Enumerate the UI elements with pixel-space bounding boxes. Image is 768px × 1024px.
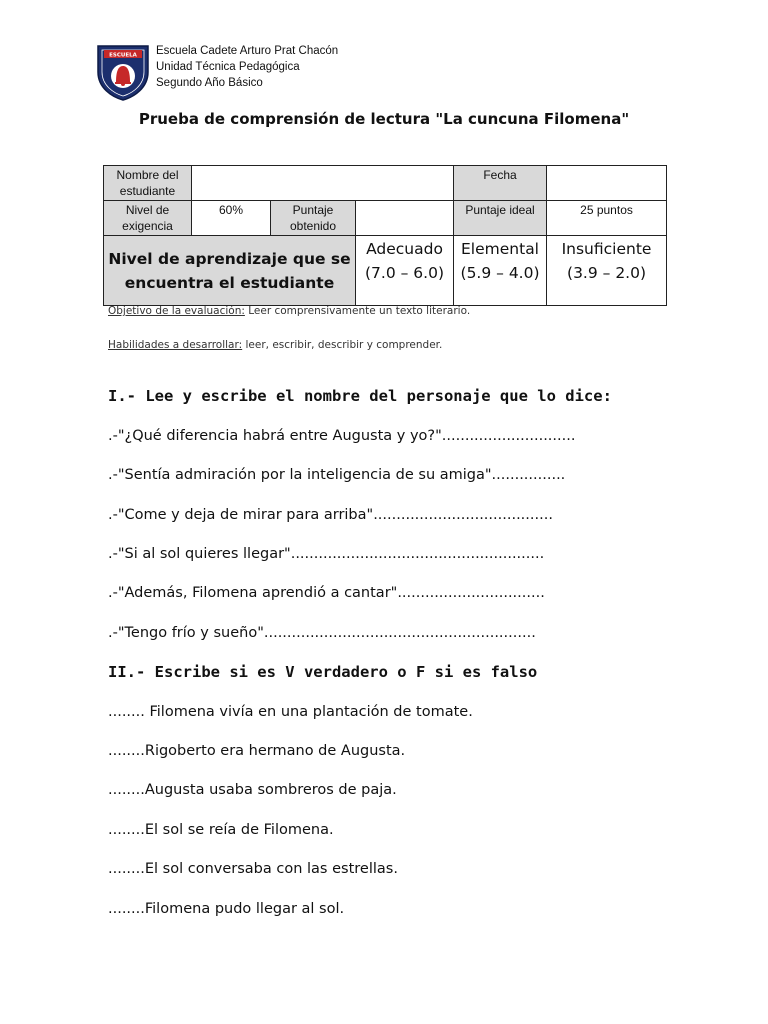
svg-text:ESCUELA: ESCUELA	[109, 52, 137, 59]
score-obtained-field[interactable]	[356, 201, 454, 236]
requirement-label: Nivel de exigencia	[104, 201, 192, 236]
skills-line	[108, 339, 442, 351]
true-false-item: ........El sol conversaba con las estrellas.	[108, 861, 398, 877]
section-2-title: II.- Escribe si es V verdadero o F si es falso	[108, 663, 538, 681]
skills-label: Habilidades a desarrollar:	[108, 339, 243, 351]
section-1-title: I.- Lee y escribe el nombre del personaje que lo dice:	[108, 387, 612, 405]
quote-item: .-"Si al sol quieres llegar".......................................................	[108, 546, 545, 562]
school-logo	[94, 42, 152, 102]
date-label: Fecha	[454, 166, 547, 201]
score-obtained-label: Puntaje obtenido	[271, 201, 356, 236]
ideal-score-label: Puntaje ideal	[454, 201, 547, 236]
quote-item: .-"Además, Filomena aprendió a cantar"................................	[108, 585, 545, 601]
true-false-item: ........Filomena pudo llegar al sol.	[108, 901, 345, 917]
objective-line	[108, 305, 470, 317]
objective-text: Leer comprensivamente un texto literario.	[244, 305, 471, 317]
school-grade: Segundo Año Básico	[156, 77, 263, 89]
true-false-item: ........Rigoberto era hermano de Augusta.	[108, 743, 406, 759]
student-name-field[interactable]	[192, 166, 454, 201]
level-elemental[interactable]: Elemental (5.9 – 4.0)	[454, 236, 547, 306]
ideal-score-value: 25 puntos	[547, 201, 667, 236]
learning-level-label: Nivel de aprendizaje que se encuentra el estudiante	[104, 236, 356, 306]
level-adequate[interactable]: Adecuado (7.0 – 6.0)	[356, 236, 454, 306]
quote-item: .-"Sentía admiración por la inteligencia de su amiga"................	[108, 467, 566, 483]
level-insufficient[interactable]: Insuficiente (3.9 – 2.0)	[547, 236, 667, 306]
objective-label: Objetivo de la evaluación:	[108, 305, 245, 317]
quote-item: .-"¿Qué diferencia habrá entre Augusta y yo?".............................	[108, 428, 576, 444]
requirement-value: 60%	[192, 201, 271, 236]
skills-text: leer, escribir, describir y comprender.	[242, 339, 443, 351]
date-field[interactable]	[547, 166, 667, 201]
school-unit: Unidad Técnica Pedagógica	[156, 61, 300, 73]
quote-item: .-"Come y deja de mirar para arriba".......................................	[108, 507, 553, 523]
school-name: Escuela Cadete Arturo Prat Chacón	[156, 45, 339, 57]
true-false-item: ........El sol se reía de Filomena.	[108, 822, 334, 838]
true-false-item: ........ Filomena vivía en una plantación de tomate.	[108, 704, 473, 720]
student-info-table	[103, 165, 667, 306]
page-title: Prueba de comprensión de lectura "La cuncuna Filomena"	[138, 110, 630, 128]
quote-item: .-"Tengo frío y sueño"...........................................................	[108, 625, 536, 641]
student-name-label: Nombre del estudiante	[104, 166, 192, 201]
true-false-item: ........Augusta usaba sombreros de paja.	[108, 782, 397, 798]
